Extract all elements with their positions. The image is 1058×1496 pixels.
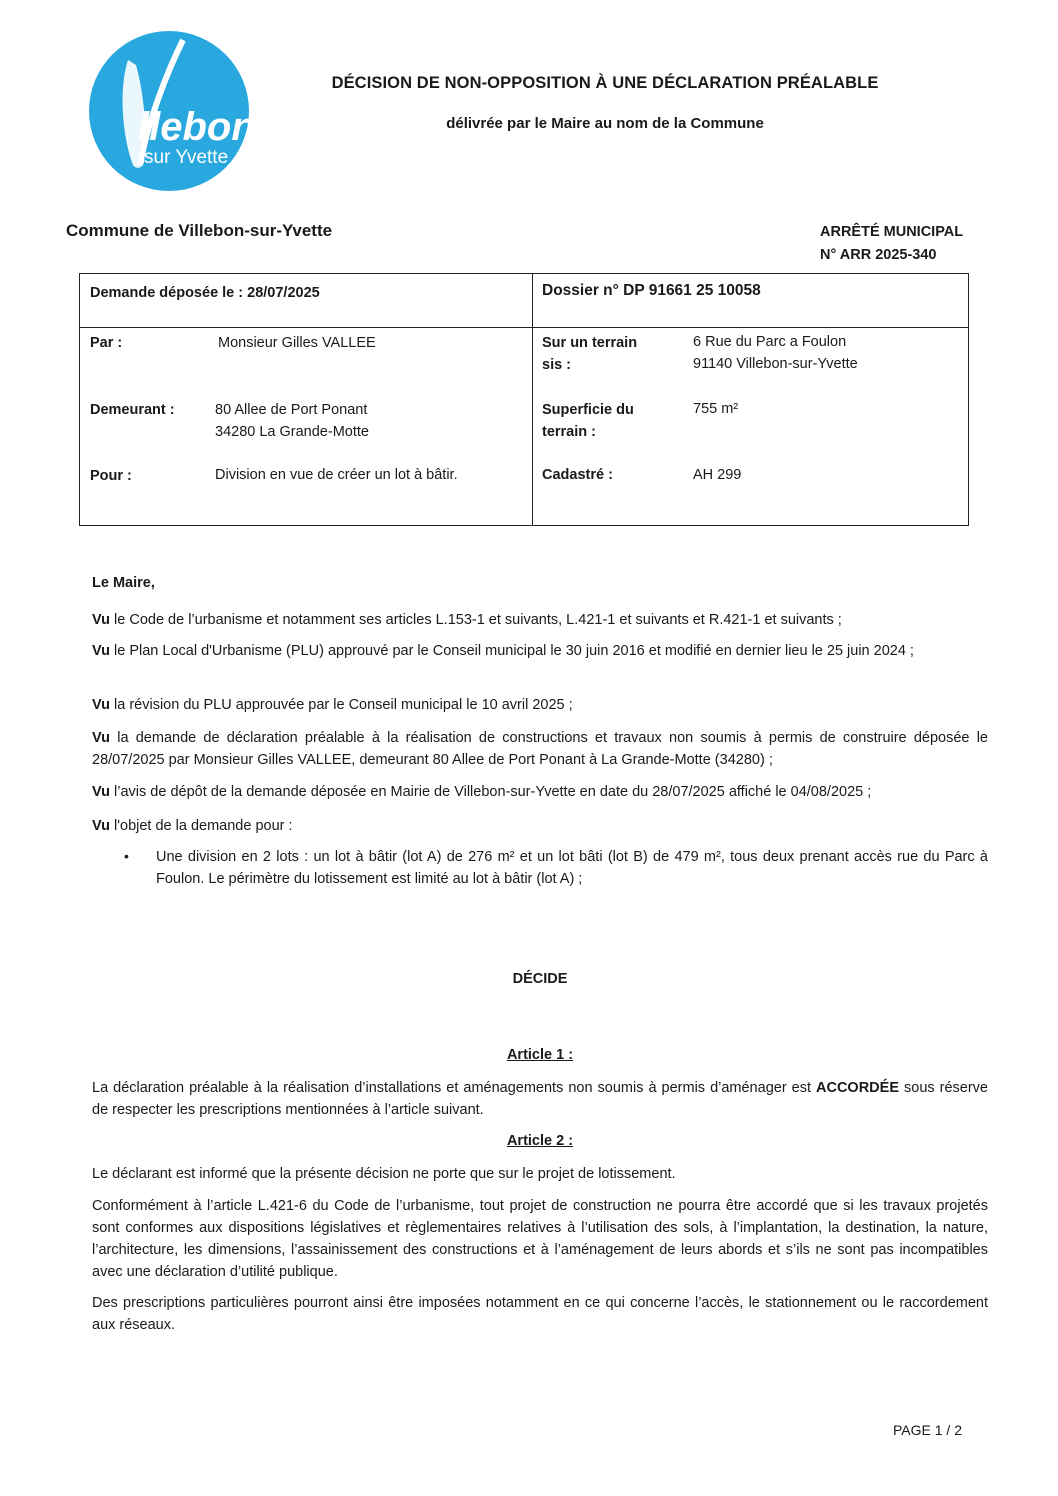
par-label: Par : — [90, 335, 123, 351]
villebon-logo — [88, 30, 250, 192]
vu-paragraph-1 — [92, 609, 988, 631]
par-value: Monsieur Gilles VALLEE — [218, 335, 376, 351]
vu-text: l’avis de dépôt de la demande déposée en Mairie de Villebon-sur-Yvette en date du 28/07/2025 affiché le 04/08/2025 ; — [110, 784, 872, 800]
vu-keyword: Vu — [92, 730, 110, 746]
arrete-label: ARRÊTÉ MUNICIPAL — [820, 224, 964, 240]
article-1-text-end: sous réserve de respecter les prescriptions mentionnées à l’article suivant. — [92, 1080, 988, 1118]
vu-paragraph-2 — [92, 640, 988, 662]
svg-text:sur Yvette: sur Yvette — [144, 147, 229, 168]
vu-paragraph-3 — [92, 694, 988, 716]
vu-keyword: Vu — [92, 784, 110, 800]
article-1-text — [92, 1077, 988, 1121]
terrain-label-1: Sur un terrain — [542, 335, 638, 351]
dossier-info-table — [79, 273, 969, 526]
pour-value: Division en vue de créer un lot à bâtir. — [215, 467, 458, 483]
bullet-marker: • — [124, 848, 129, 864]
cadastre-value: AH 299 — [693, 467, 742, 483]
demeurant-label: Demeurant : — [90, 402, 175, 418]
table-divider-horizontal — [80, 327, 968, 328]
le-maire: Le Maire, — [92, 575, 155, 591]
page-number: PAGE 1 / 2 — [893, 1422, 962, 1438]
arrete-block — [820, 221, 963, 267]
terrain-label-2: sis : — [542, 357, 572, 373]
vu-keyword: Vu — [92, 612, 110, 628]
document-subtitle: délivrée par le Maire au nom de la Commune — [446, 115, 764, 132]
article-2-paragraph-2: Conformément à l’article L.421-6 du Code de l’urbanisme, tout projet de construction ne pourra être accordé que si les travaux projetés sont conformes aux dispositions législatives et règlementaires relatives à l’utilisation des sols, à l’implantation, la destination, la nature, l’architecture, les dimensions, l’assainissement des constructions et à l’aménagement de leurs abords et s’ils ne sont pas incompatibles avec une déclaration d’utilité publique. — [92, 1198, 988, 1280]
vu-keyword: Vu — [92, 643, 110, 659]
vu-text: le Plan Local d'Urbanisme (PLU) approuvé par le Conseil municipal le 30 juin 2016 et modifié en dernier lieu le 25 juin 2024 ; — [110, 643, 914, 659]
article-1-text-start: La déclaration préalable à la réalisation d’installations et aménagements non soumis à permis d’aménager est — [92, 1080, 817, 1096]
demande-date: Demande déposée le : 28/07/2025 — [90, 285, 320, 301]
vu-keyword: Vu — [92, 818, 110, 834]
article-2-paragraph-1: Le déclarant est informé que la présente décision ne porte que sur le projet de lotissement. — [92, 1166, 676, 1182]
decide-heading: DÉCIDE — [512, 971, 568, 987]
vu-text: la révision du PLU approuvée par le Conseil municipal le 10 avril 2025 ; — [110, 697, 573, 713]
vu-paragraph-4 — [92, 727, 988, 771]
demeurant-line1: 80 Allee de Port Ponant — [215, 402, 368, 418]
vu-paragraph-6 — [92, 815, 988, 837]
article-1-title: Article 1 : — [506, 1047, 574, 1063]
article-2-title: Article 2 : — [506, 1133, 574, 1149]
article-2-paragraph-3: Des prescriptions particulières pourront ainsi être imposées notamment en ce qui concerne l’accès, le stationnement ou le raccordement aux réseaux. — [92, 1295, 988, 1333]
pour-label: Pour : — [90, 468, 132, 484]
cadastre-label: Cadastré : — [542, 467, 613, 483]
vu-text: la demande de déclaration préalable à la réalisation de constructions et travaux non soumis à permis de construire déposée le 28/07/2025 par Monsieur Gilles VALLEE, demeurant 80 Allee de Port Ponant à La Grande-Motte (34280) ; — [92, 730, 988, 768]
terrain-line2: 91140 Villebon-sur-Yvette — [693, 356, 858, 372]
demeurant-line2: 34280 La Grande-Motte — [215, 424, 369, 440]
superficie-value: 755 m² — [693, 401, 739, 417]
superficie-label-2: terrain : — [542, 424, 596, 440]
document-title: DÉCISION DE NON-OPPOSITION À UNE DÉCLARATION PRÉALABLE — [331, 74, 879, 92]
vu-text: l'objet de la demande pour : — [110, 818, 293, 834]
table-divider-vertical — [532, 274, 533, 525]
vu-paragraph-5 — [92, 781, 988, 803]
vu-text: le Code de l’urbanisme et notamment ses articles L.153-1 et suivants, L.421-1 et suivants et R.421-1 et suivants ; — [110, 612, 842, 628]
svg-text:llebon: llebon — [138, 105, 250, 149]
bullet-item: Une division en 2 lots : un lot à bâtir (lot A) de 276 m² et un lot bâti (lot B) de 479 m², tous deux prenant accès rue du Parc à Foulon. Le périmètre du lotissement est limité au lot à bâtir (lot A) ; — [156, 849, 988, 887]
commune-name: Commune de Villebon-sur-Yvette — [66, 221, 333, 240]
superficie-label-1: Superficie du — [542, 402, 634, 418]
dossier-number: Dossier n° DP 91661 25 10058 — [542, 282, 761, 299]
article-1-accordee: ACCORDÉE — [816, 1080, 899, 1096]
terrain-line1: 6 Rue du Parc a Foulon — [693, 334, 847, 350]
vu-keyword: Vu — [92, 697, 110, 713]
arrete-number: N° ARR 2025-340 — [820, 247, 937, 263]
